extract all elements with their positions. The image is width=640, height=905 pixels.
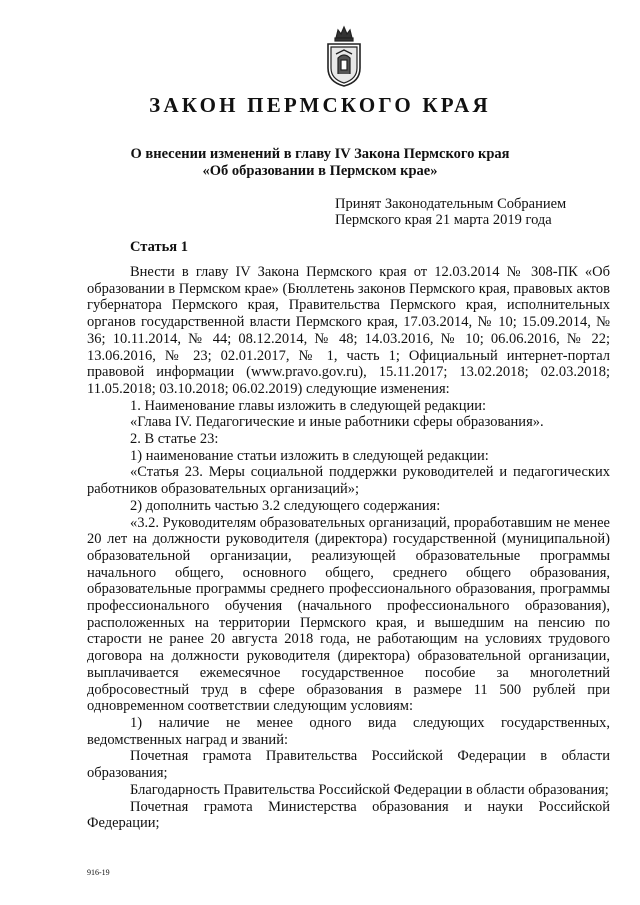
article-heading: Статья 1 <box>130 239 188 255</box>
paragraph: «3.2. Руководителям образовательных организаций, проработавшим не менее 20 лет на должности руководителя (директора) государственной (муниципальной) образовательной организации, реализующей образовательные программы начального общего, основного общего, среднего общего образования, образовательные программы среднего профессионального образования, программы профессионального обучения (начального профессионального образования), расположенных на территории Пермского края, и вышедшим на пенсию по старости не ранее 20 августа 2018 года, не работающим на условиях трудового договора на должности руководителя (директора) образовательной организации, выплачивается ежемесячное государственное пособие за многолетний добросовестный труд в сфере образования в размере 11 500 рублей при одновременном соответствии следующим условиям: <box>87 514 610 715</box>
paragraph: Благодарность Правительства Российской Федерации в области образования; <box>130 781 609 798</box>
document-code: 916-19 <box>87 868 110 877</box>
article-body <box>87 264 610 832</box>
paragraph: «Глава IV. Педагогические и иные работники сферы образования». <box>130 414 544 431</box>
paragraph: 1. Наименование главы изложить в следующей редакции: <box>130 397 487 414</box>
adoption-line-1: Принят Законодательным Собранием <box>335 196 567 212</box>
adoption-note <box>335 196 566 228</box>
law-subtitle <box>0 146 640 180</box>
paragraph: 2) дополнить частью 3.2 следующего содержания: <box>130 497 441 514</box>
adoption-line-2: Пермского края 21 марта 2019 года <box>335 212 552 228</box>
paragraph: «Статья 23. Меры социальной поддержки руководителей и педагогических работников образовательных организаций»; <box>87 464 610 498</box>
paragraph: 1) наименование статьи изложить в следующей редакции: <box>130 447 489 464</box>
paragraph: Внести в главу IV Закона Пермского края от 12.03.2014 № 308-ПК «Об образовании в Пермском крае» (Бюллетень законов Пермского края, правовых актов губернатора Пермского края, Правительства Пермского края, исполнительных органов государственной власти Пермского края, 17.03.2014, № 10; 15.09.2014, № 36; 10.11.2014, № 44; 08.12.2014, № 48; 14.03.2016, № 10; 06.06.2016, № 22; 13.06.2016, № 23; 02.01.2017, № 1, часть 1; Официальный интернет-портал правовой информации (www.pravo.gov.ru), 15.11.2017; 13.02.2018; 02.03.2018; 11.05.2018; 03.10.2018; 06.02.2019) следующие изменения: <box>87 264 610 397</box>
law-title: ЗАКОН ПЕРМСКОГО КРАЯ <box>149 93 491 117</box>
paragraph: 1) наличие не менее одного вида следующих государственных, ведомственных наград и званий: <box>87 714 610 748</box>
subtitle-line-1: О внесении изменений в главу IV Закона Пермского края <box>130 146 510 162</box>
paragraph: 2. В статье 23: <box>130 431 219 448</box>
subtitle-line-2: «Об образовании в Пермском крае» <box>202 163 438 179</box>
coat-of-arms-icon <box>322 24 366 88</box>
paragraph: Почетная грамота Правительства Российской Федерации в области образования; <box>87 748 610 782</box>
paragraph: Почетная грамота Министерства образования и науки Российской Федерации; <box>87 798 610 832</box>
